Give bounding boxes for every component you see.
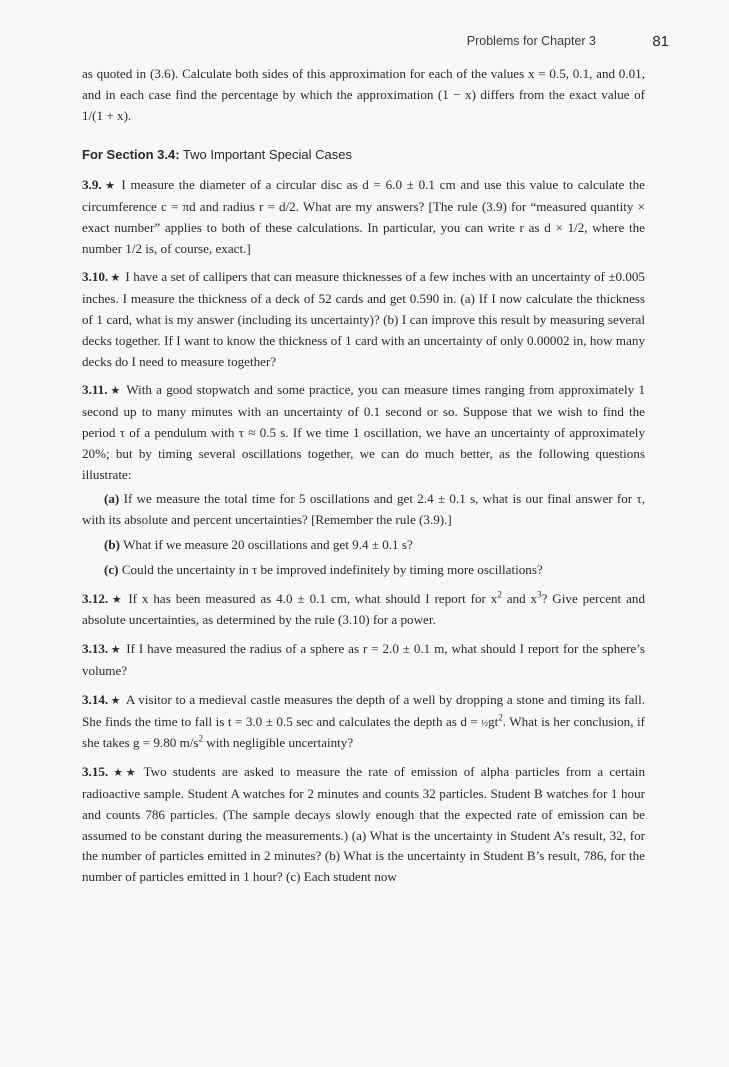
difficulty-star-icon: ★ [110,272,121,285]
superscript: 2 [198,733,203,744]
section-heading [82,145,645,166]
problem-text: I measure the diameter of a circular disc as d = 6.0 ± 0.1 cm and use this value to calculate the circumference c = πd and radius r = d/2. What are my answers? [The rule (3.9) for “measured quantity × exact number” applies to both of these calculations. In particular, you can write r as d × 1/2, where the number 1/2 is, of course, exact.] [82,177,645,256]
difficulty-star-icon: ★ [109,385,122,398]
chapter-reference: Problems for Chapter 3 [466,34,596,48]
difficulty-star-icon: ★★ [110,767,139,780]
section-label: For Section 3.4: [82,147,180,163]
problem-number: 3.14. [82,691,109,707]
page-body [82,64,645,888]
problem-number: 3.13. [82,641,109,657]
problem-text: . What is her conclusion, if she takes g = 9.80 m/s [82,713,645,751]
problem-text: I have a set of callipers that can measure thicknesses of a few inches with an uncertainty of ±0.005 inches. I measure the thickness of a deck of 52 cards and get 0.590 in. (a) If I now calculate the thickness of 1 card, what is my answer (including its uncertainty)? (b) I can improve this result by measuring several decks together. If I want to know the thickness of 1 card with an uncertainty of only 0.00002 in, how many decks do I need to measure together? [82,269,645,369]
difficulty-star-icon: ★ [110,644,122,657]
problem-3-11-part-a [82,489,645,531]
part-text: Could the uncertainty in τ be improved indefinitely by timing more oscillations? [121,561,543,577]
problem-3-14 [82,690,645,754]
part-label: (c) [104,561,119,577]
problem-text: with negligible uncertainty? [203,735,354,751]
problem-3-12 [82,589,645,632]
difficulty-star-icon: ★ [110,593,124,606]
problem-text: Two students are asked to measure the rate of emission of alpha particles from a certain radioactive sample. Student A watches for 2 minutes and counts 32 particles. Student B watches for 1 hour and counts 786 particles. (The sample decays slowly enough that the expected rate of emission can be assumed to be constant during the measurements.) (a) What is the uncertainty in Student A’s result, 32, for the number of particles emitted in 2 minutes? (b) What is the uncertainty in Student B’s result, 786, for the number of particles emitted in 1 hour? (c) Each student now [82,764,645,885]
problem-3-13 [82,639,645,682]
problem-number: 3.15. [82,764,109,780]
problem-text: ? Give percent and absolute uncertainties, as determined by the rule (3.10) for a power. [82,590,645,628]
problem-text: gt [488,713,499,729]
running-head [0,33,729,53]
problem-text: and x [501,590,538,606]
problem-3-9 [82,175,645,259]
part-text: If we measure the total time for 5 oscillations and get 2.4 ± 0.1 s, what is our final answer for τ, with its absolute and percent uncertainties? [Remember the rule (3.9).] [82,491,645,528]
intro-paragraph: as quoted in (3.6). Calculate both sides of this approximation for each of the values x = 0.5, 0.1, and 0.01, and in each case find the percentage by which the approximation (1 − x) differs from the exact value of 1/(1 + x). [82,66,645,123]
problem-3-11-part-c [82,560,645,581]
superscript: 3 [537,589,542,600]
problem-number: 3.12. [82,590,109,606]
difficulty-star-icon: ★ [103,180,117,193]
problem-text: With a good stopwatch and some practice, you can measure times ranging from approximately 1 second up to many minutes with an uncertainty of 0.1 second or so. Suppose that we wish to find the period τ of a pendulum with τ ≈ 0.5 s. If we time 1 oscillation, we have an uncertainty of approximately 20%; but by timing several oscillations together, we can do much better, as the following questions illustrate: [82,382,645,482]
page-number: 81 [652,33,669,50]
problem-text: If x has been measured as 4.0 ± 0.1 cm, what should I report for x [128,590,498,606]
problem-3-11-part-b [82,535,645,556]
part-text: What if we measure 20 oscillations and get 9.4 ± 0.1 s? [123,536,413,552]
problem-3-10 [82,267,645,372]
difficulty-star-icon: ★ [110,694,121,707]
problem-number: 3.9. [82,177,102,193]
superscript: 2 [497,589,502,600]
section-title: Two Important Special Cases [182,147,352,163]
part-label: (b) [104,536,121,552]
superscript: 2 [498,712,503,723]
problem-text: A visitor to a medieval castle measures the depth of a well by dropping a stone and timing its fall. She finds the time to fall is t = 3.0 ± 0.5 sec and calculates the depth as d = [82,691,645,729]
problem-number: 3.11. [82,382,108,398]
problem-3-11 [82,380,645,485]
problem-number: 3.10. [82,269,109,285]
fraction-half: ½ [481,717,489,728]
part-label: (a) [104,491,120,507]
problem-text: If I have measured the radius of a sphere as r = 2.0 ± 0.1 m, what should I report for the sphere’s volume? [82,641,645,678]
problem-3-15 [82,762,645,888]
